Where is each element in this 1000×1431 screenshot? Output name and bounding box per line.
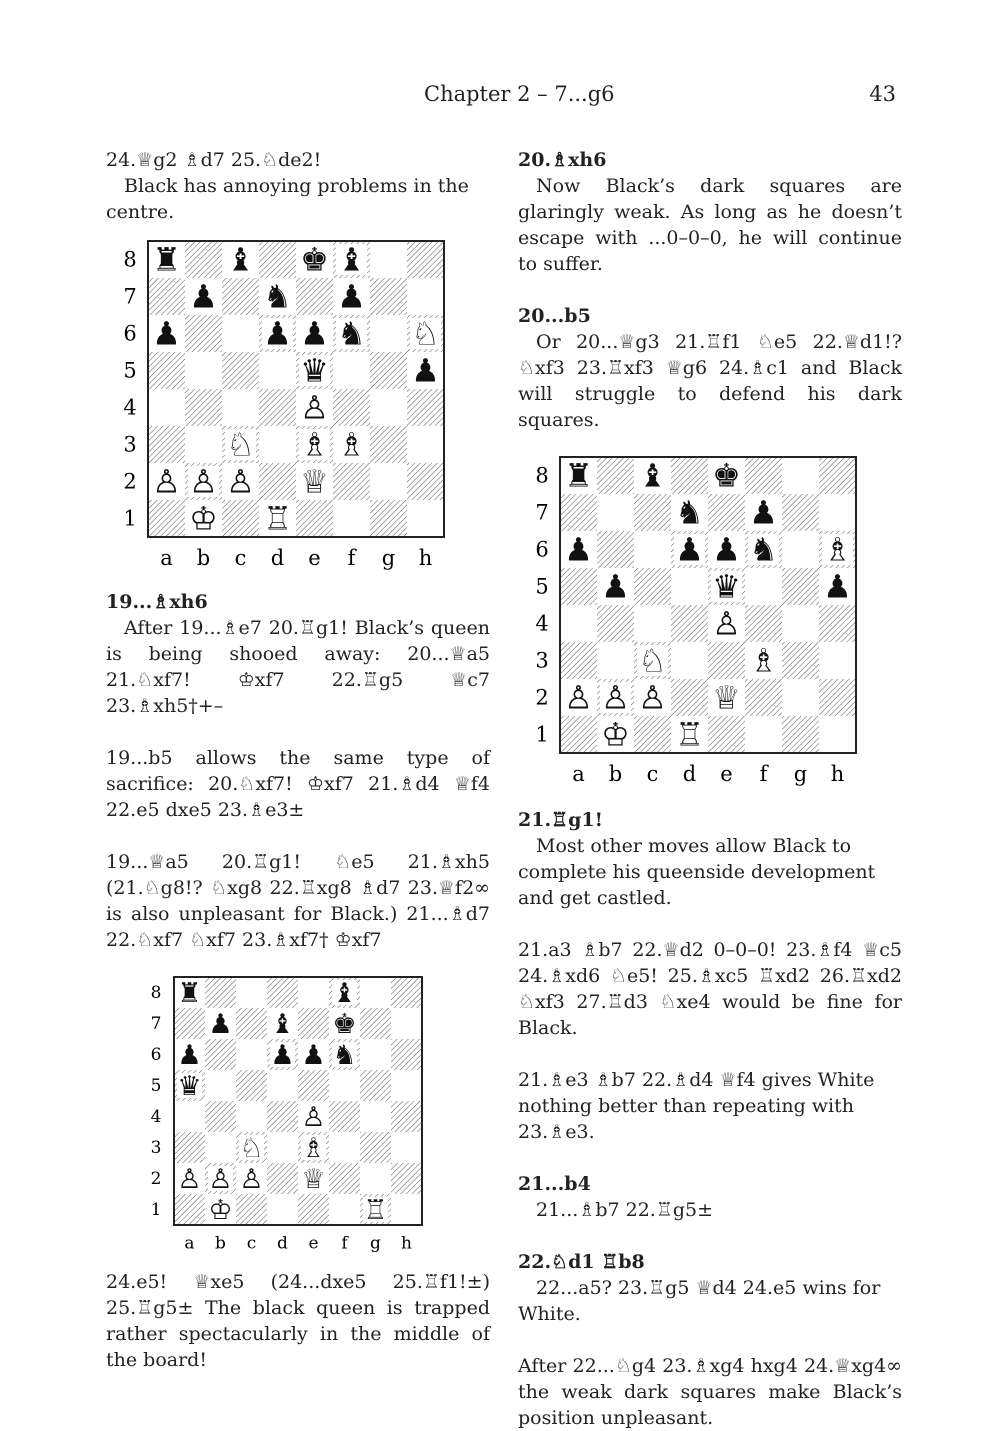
board-square xyxy=(259,463,296,500)
rank-label: 3 xyxy=(535,648,549,673)
chess-piece: ♙ xyxy=(638,678,667,717)
file-label: f xyxy=(347,545,356,570)
rank-label: 6 xyxy=(535,537,549,562)
move-heading: 19...♗xh6 xyxy=(106,591,208,613)
board-square xyxy=(174,1132,205,1163)
chess-piece: ♙ xyxy=(239,1163,264,1195)
rank-label: 7 xyxy=(150,1014,162,1035)
rank-label: 2 xyxy=(123,469,137,494)
chess-piece: ♞ xyxy=(749,530,778,569)
board-square xyxy=(236,1070,267,1101)
board-square xyxy=(205,1132,236,1163)
board-square xyxy=(333,463,370,500)
board-square xyxy=(634,494,671,531)
board-square xyxy=(360,1101,391,1132)
file-label: b xyxy=(215,1233,226,1254)
board-square xyxy=(329,1163,360,1194)
board-square xyxy=(671,679,708,716)
board-square xyxy=(236,1039,267,1070)
board-square xyxy=(333,389,370,426)
board-square xyxy=(745,568,782,605)
board-square xyxy=(560,568,597,605)
file-label: e xyxy=(720,761,733,786)
file-label: g xyxy=(381,545,396,570)
board-square xyxy=(370,389,407,426)
board-square xyxy=(370,315,407,352)
rank-label: 1 xyxy=(123,506,137,531)
file-label: h xyxy=(401,1233,412,1254)
rank-label: 2 xyxy=(150,1169,162,1190)
chess-piece: ♚ xyxy=(332,1008,357,1040)
board-square xyxy=(185,315,222,352)
board-square xyxy=(407,389,444,426)
board-square xyxy=(560,642,597,679)
chess-piece: ♟ xyxy=(300,314,329,353)
chess-diagram-3 xyxy=(530,455,902,797)
board-square xyxy=(259,241,296,278)
chess-piece: ♞ xyxy=(337,314,366,353)
file-label: b xyxy=(608,761,623,786)
board-square xyxy=(597,457,634,494)
file-label: d xyxy=(682,761,697,786)
chess-piece: ♟ xyxy=(823,567,852,606)
chess-piece: ♜ xyxy=(564,456,593,495)
chess-piece: ♟ xyxy=(601,567,630,606)
rank-label: 5 xyxy=(150,1076,162,1097)
chess-piece: ♖ xyxy=(363,1194,388,1226)
board-square xyxy=(148,500,185,537)
chess-piece: ♙ xyxy=(564,678,593,717)
paragraph: 21...♗b7 22.♖g5± xyxy=(536,1199,714,1221)
board-square xyxy=(819,679,856,716)
board-square xyxy=(634,568,671,605)
board-square xyxy=(360,1132,391,1163)
board-square xyxy=(391,1194,422,1225)
board-square xyxy=(560,716,597,753)
chess-piece: ♛ xyxy=(177,1070,202,1102)
chess-piece: ♝ xyxy=(332,977,357,1009)
paragraph: 22...a5? 23.♖g5 ♕d4 24.e5 wins for White. xyxy=(518,1277,881,1325)
board-square xyxy=(560,605,597,642)
board-square xyxy=(333,500,370,537)
board-square xyxy=(370,500,407,537)
left-column xyxy=(106,147,490,1373)
board-square xyxy=(782,716,819,753)
board-square xyxy=(782,679,819,716)
rank-label: 4 xyxy=(535,611,549,636)
file-label: c xyxy=(646,761,659,786)
board-square xyxy=(391,1163,422,1194)
rank-label: 7 xyxy=(123,284,137,309)
chess-piece: ♟ xyxy=(177,1039,202,1071)
chess-piece: ♟ xyxy=(208,1008,233,1040)
chess-piece: ♙ xyxy=(301,1101,326,1133)
chess-piece: ♟ xyxy=(189,277,218,316)
chess-piece: ♜ xyxy=(152,240,181,279)
board-square xyxy=(298,1194,329,1225)
board-square xyxy=(782,531,819,568)
board-square xyxy=(782,605,819,642)
chess-piece: ♟ xyxy=(675,530,704,569)
rank-label: 4 xyxy=(123,395,137,420)
board-square xyxy=(185,241,222,278)
chess-piece: ♜ xyxy=(177,977,202,1009)
board-square xyxy=(671,568,708,605)
paragraph: Now Black’s dark squares are glaringly weak. As long as he doesn’t escape with ...0–0–0, he will continue to suffer. xyxy=(518,175,902,275)
board-square xyxy=(360,1039,391,1070)
chess-piece: ♔ xyxy=(601,715,630,754)
chess-piece: ♗ xyxy=(823,530,852,569)
board-square xyxy=(267,1163,298,1194)
board-square xyxy=(174,1008,205,1039)
file-label: d xyxy=(277,1233,288,1254)
paragraph: 19...♕a5 20.♖g1! ♘e5 21.♗xh5 (21.♘g8!? ♘xg8 22.♖xg8 ♗d7 23.♕f2∞ is also unpleasant for Black.) 21...♗d7 22.♘xf7 ♘xf7 23.♗xf7† ♔xf7 xyxy=(106,851,490,951)
chess-piece: ♖ xyxy=(263,499,292,538)
file-label: h xyxy=(830,761,845,786)
paragraph: Or 20...♕g3 21.♖f1 ♘e5 22.♕d1!? ♘xf3 23.♖xf3 ♕g6 24.♗c1 and Black will struggle to defend his dark squares. xyxy=(518,331,902,431)
board-square xyxy=(267,1101,298,1132)
rank-label: 1 xyxy=(535,722,549,747)
board-square xyxy=(360,1070,391,1101)
board-square xyxy=(298,1070,329,1101)
file-label: g xyxy=(793,761,808,786)
board-square xyxy=(597,642,634,679)
board-square xyxy=(407,278,444,315)
board-square xyxy=(708,494,745,531)
board-square xyxy=(205,1070,236,1101)
board-square xyxy=(329,1132,360,1163)
right-column xyxy=(518,147,902,1431)
chess-piece: ♟ xyxy=(301,1039,326,1071)
board-square xyxy=(819,716,856,753)
board-square xyxy=(267,1132,298,1163)
board-square xyxy=(236,1194,267,1225)
chess-piece: ♗ xyxy=(749,641,778,680)
rank-label: 6 xyxy=(150,1045,162,1066)
rank-label: 3 xyxy=(123,432,137,457)
chess-piece: ♔ xyxy=(189,499,218,538)
board-square xyxy=(671,605,708,642)
board-square xyxy=(205,977,236,1008)
board-square xyxy=(708,642,745,679)
rank-label: 1 xyxy=(150,1200,162,1221)
chess-piece: ♘ xyxy=(239,1132,264,1164)
rank-label: 8 xyxy=(123,247,137,272)
file-label: f xyxy=(341,1233,348,1254)
board-square xyxy=(370,352,407,389)
paragraph: 24.e5! ♕xe5 (24...dxe5 25.♖f1!±) 25.♖g5± The black queen is trapped rather spectacularly in the middle of the board! xyxy=(106,1271,490,1371)
board-square xyxy=(148,278,185,315)
move-heading: 21...b4 xyxy=(518,1173,591,1195)
chess-piece: ♗ xyxy=(337,425,366,464)
rank-label: 3 xyxy=(150,1138,162,1159)
board-square xyxy=(222,315,259,352)
board-square xyxy=(391,1039,422,1070)
board-square xyxy=(407,241,444,278)
paragraph: After 19...♗e7 20.♖g1! Black’s queen is being shooed away: 20...♕a5 21.♘xf7! ♔xf7 22.♖g5 ♕c7 23.♗xh5†+– xyxy=(106,617,490,717)
board-square xyxy=(267,977,298,1008)
board-square xyxy=(296,278,333,315)
chess-piece: ♙ xyxy=(208,1163,233,1195)
rank-label: 5 xyxy=(123,358,137,383)
board-square xyxy=(360,977,391,1008)
board-square xyxy=(296,500,333,537)
chess-piece: ♟ xyxy=(749,493,778,532)
board-square xyxy=(222,500,259,537)
board-square xyxy=(174,1101,205,1132)
chess-piece: ♘ xyxy=(411,314,440,353)
chess-piece: ♗ xyxy=(301,1132,326,1164)
board-square xyxy=(745,679,782,716)
chess-piece: ♕ xyxy=(301,1163,326,1195)
chess-piece: ♙ xyxy=(300,388,329,427)
board-square xyxy=(236,1101,267,1132)
move-heading: 20...b5 xyxy=(518,305,591,327)
board-square xyxy=(407,463,444,500)
chess-piece: ♘ xyxy=(638,641,667,680)
paragraph: Black has annoying problems in the centre. xyxy=(106,175,469,223)
move-heading: 21.♖g1! xyxy=(518,809,603,831)
board-square xyxy=(205,1101,236,1132)
board-square xyxy=(782,568,819,605)
paragraph: 19...b5 allows the same type of sacrifice: 20.♘xf7! ♔xf7 21.♗d4 ♕f4 22.e5 dxe5 23.♗e3± xyxy=(106,747,490,821)
chess-piece: ♘ xyxy=(226,425,255,464)
chess-piece: ♝ xyxy=(270,1008,295,1040)
board-square xyxy=(782,457,819,494)
board-square xyxy=(391,1070,422,1101)
chess-piece: ♝ xyxy=(638,456,667,495)
board-square xyxy=(222,278,259,315)
board-square xyxy=(370,463,407,500)
board-square xyxy=(560,494,597,531)
chess-piece: ♞ xyxy=(675,493,704,532)
board-square xyxy=(148,426,185,463)
board-square xyxy=(391,1008,422,1039)
board-square xyxy=(782,642,819,679)
board-square xyxy=(329,1070,360,1101)
board-square xyxy=(819,642,856,679)
chess-piece: ♚ xyxy=(300,240,329,279)
board-square xyxy=(708,716,745,753)
board-square xyxy=(745,605,782,642)
board-square xyxy=(819,605,856,642)
chess-piece: ♟ xyxy=(411,351,440,390)
board-square xyxy=(267,1194,298,1225)
move-heading: 22.♘d1 ♖b8 xyxy=(518,1251,645,1273)
file-label: g xyxy=(370,1233,381,1254)
board-square xyxy=(597,494,634,531)
file-label: d xyxy=(270,545,285,570)
board-square xyxy=(634,716,671,753)
file-label: a xyxy=(160,545,173,570)
rank-label: 7 xyxy=(535,500,549,525)
board-square xyxy=(298,1008,329,1039)
chess-piece: ♝ xyxy=(337,240,366,279)
chess-piece: ♟ xyxy=(337,277,366,316)
board-square xyxy=(634,531,671,568)
running-header: Chapter 2 – 7...g6 xyxy=(424,82,615,106)
chess-piece: ♞ xyxy=(332,1039,357,1071)
board-square xyxy=(634,605,671,642)
paragraph: 21.♗e3 ♗b7 22.♗d4 ♕f4 gives White nothing better than repeating with 23.♗e3. xyxy=(518,1069,875,1143)
chess-piece: ♔ xyxy=(208,1194,233,1226)
board-square xyxy=(259,426,296,463)
board-square xyxy=(597,605,634,642)
file-label: a xyxy=(184,1233,195,1254)
board-square xyxy=(819,457,856,494)
board-square xyxy=(597,531,634,568)
chess-piece: ♟ xyxy=(270,1039,295,1071)
file-label: c xyxy=(246,1233,257,1254)
chess-piece: ♟ xyxy=(263,314,292,353)
chess-piece: ♖ xyxy=(675,715,704,754)
board-square xyxy=(185,426,222,463)
board-square xyxy=(298,977,329,1008)
rank-label: 4 xyxy=(150,1107,162,1128)
board-square xyxy=(370,241,407,278)
board-square xyxy=(174,1194,205,1225)
board-square xyxy=(407,500,444,537)
rank-label: 5 xyxy=(535,574,549,599)
board-square xyxy=(360,1008,391,1039)
board-square xyxy=(205,1039,236,1070)
move-line: 24.♕g2 ♗d7 25.♘de2! xyxy=(106,149,322,171)
board-square xyxy=(671,642,708,679)
move-heading: 20.♗xh6 xyxy=(518,149,607,171)
board-square xyxy=(185,352,222,389)
board-square xyxy=(819,494,856,531)
board-square xyxy=(267,1070,298,1101)
chess-piece: ♙ xyxy=(712,604,741,643)
chess-diagram-2 xyxy=(144,975,490,1265)
board-square xyxy=(222,352,259,389)
chess-piece: ♟ xyxy=(712,530,741,569)
board-square xyxy=(671,457,708,494)
board-square xyxy=(236,977,267,1008)
chess-piece: ♙ xyxy=(177,1163,202,1195)
paragraph: 21.a3 ♗b7 22.♕d2 0–0–0! 23.♗f4 ♕c5 24.♗xd6 ♘e5! 25.♗xc5 ♖xd2 26.♖xd2 ♘xf3 27.♖d3 ♘xe4 would be fine for Black. xyxy=(518,939,902,1039)
file-label: e xyxy=(308,545,321,570)
board-square xyxy=(148,389,185,426)
board-square xyxy=(391,1101,422,1132)
paragraph: After 22...♘g4 23.♗xg4 hxg4 24.♕xg4∞ the weak dark squares make Black’s position unpleasant. xyxy=(518,1355,902,1429)
chess-piece: ♟ xyxy=(564,530,593,569)
chess-piece: ♞ xyxy=(263,277,292,316)
board-square xyxy=(745,457,782,494)
chess-piece: ♛ xyxy=(712,567,741,606)
file-label: c xyxy=(234,545,247,570)
chess-piece: ♙ xyxy=(152,462,181,501)
file-label: e xyxy=(308,1233,319,1254)
board-square xyxy=(333,352,370,389)
board-square xyxy=(259,352,296,389)
chess-piece: ♕ xyxy=(300,462,329,501)
rank-label: 8 xyxy=(150,983,162,1004)
board-square xyxy=(391,1132,422,1163)
file-label: a xyxy=(572,761,585,786)
chess-diagram-1 xyxy=(118,239,490,581)
board-square xyxy=(222,389,259,426)
file-label: f xyxy=(759,761,768,786)
file-label: h xyxy=(418,545,433,570)
chess-piece: ♛ xyxy=(300,351,329,390)
board-square xyxy=(148,352,185,389)
chess-piece: ♙ xyxy=(601,678,630,717)
file-label: b xyxy=(196,545,211,570)
board-square xyxy=(370,426,407,463)
chess-piece: ♟ xyxy=(152,314,181,353)
board-square xyxy=(329,1194,360,1225)
board-square xyxy=(407,426,444,463)
board-square xyxy=(259,389,296,426)
chess-piece: ♗ xyxy=(300,425,329,464)
rank-label: 2 xyxy=(535,685,549,710)
board-square xyxy=(782,494,819,531)
board-square xyxy=(329,1101,360,1132)
rank-label: 6 xyxy=(123,321,137,346)
board-square xyxy=(185,389,222,426)
page-number: 43 xyxy=(869,82,896,106)
chess-piece: ♙ xyxy=(226,462,255,501)
chess-piece: ♝ xyxy=(226,240,255,279)
board-square xyxy=(370,278,407,315)
board-square xyxy=(391,977,422,1008)
board-square xyxy=(745,716,782,753)
board-square xyxy=(236,1008,267,1039)
chess-piece: ♕ xyxy=(712,678,741,717)
rank-label: 8 xyxy=(535,463,549,488)
board-square xyxy=(360,1163,391,1194)
chess-piece: ♙ xyxy=(189,462,218,501)
paragraph: Most other moves allow Black to complete his queenside development and get castled. xyxy=(518,835,876,909)
chess-piece: ♚ xyxy=(712,456,741,495)
